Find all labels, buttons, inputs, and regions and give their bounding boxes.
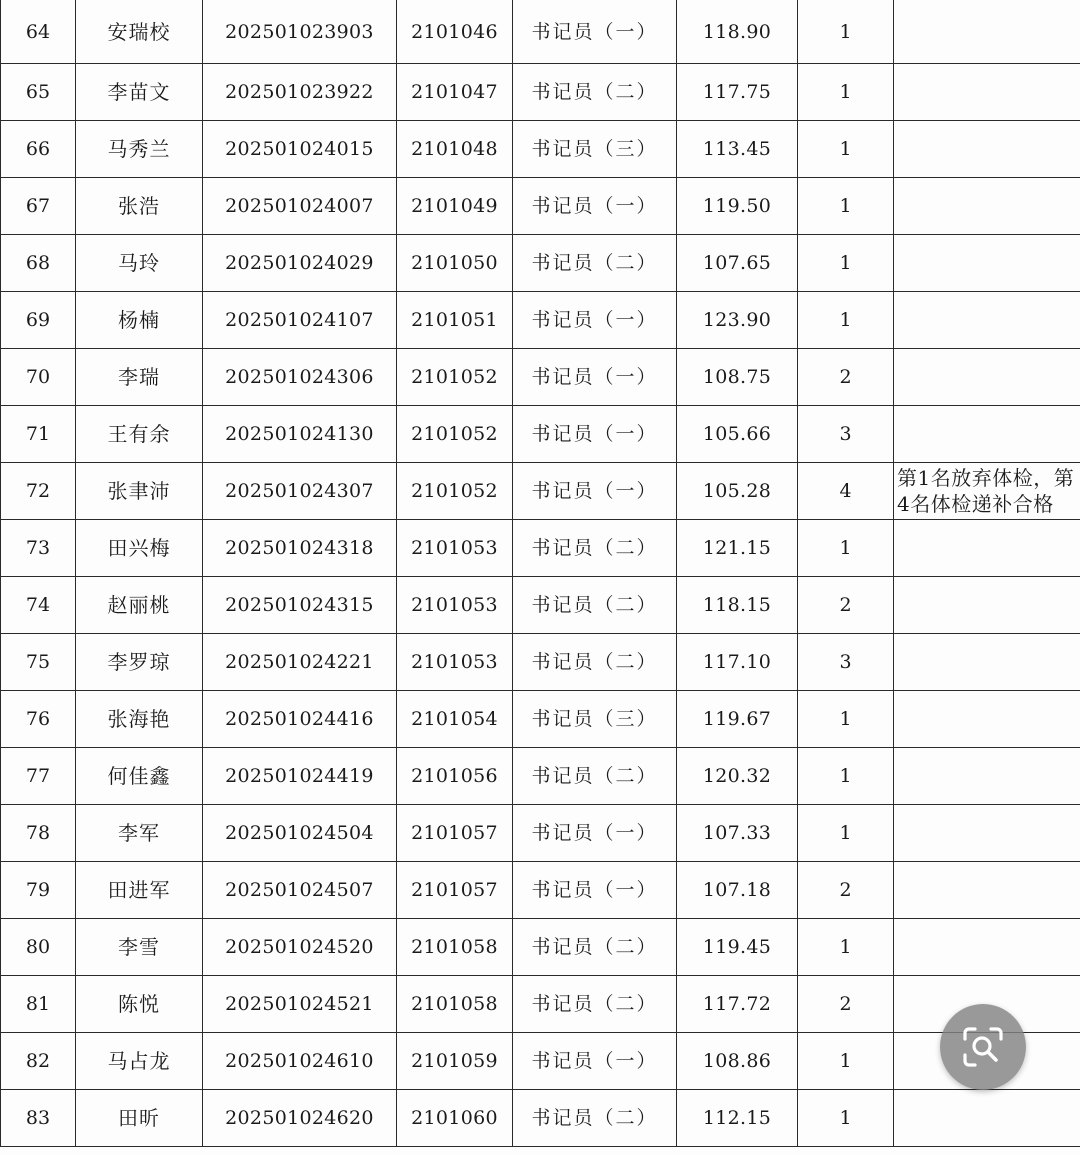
cell-seq: 76 <box>1 691 76 748</box>
table-row <box>1 292 1080 349</box>
cell-score: 112.15 <box>677 1090 798 1147</box>
cell-ticket-number: 202501024521 <box>203 976 397 1033</box>
cell-note <box>894 577 1080 634</box>
cell-ticket-number: 202501024315 <box>203 577 397 634</box>
cell-seq: 74 <box>1 577 76 634</box>
table-row <box>1 235 1080 292</box>
cell-position: 书记员（三） <box>513 121 677 178</box>
cell-name: 马秀兰 <box>76 121 203 178</box>
cell-note <box>894 1090 1080 1147</box>
cell-position-code: 2101049 <box>397 178 513 235</box>
cell-name: 王有余 <box>76 406 203 463</box>
cell-note <box>894 1 1080 64</box>
cell-rank: 1 <box>798 1033 894 1090</box>
cell-name: 马占龙 <box>76 1033 203 1090</box>
cell-seq: 73 <box>1 520 76 577</box>
cell-note: 第1名放弃体检，第4名体检递补合格 <box>894 463 1080 520</box>
cell-position: 书记员（一） <box>513 862 677 919</box>
cell-rank: 1 <box>798 805 894 862</box>
cell-name: 李雪 <box>76 919 203 976</box>
cell-name: 杨楠 <box>76 292 203 349</box>
table-row <box>1 520 1080 577</box>
table-row <box>1 1090 1080 1147</box>
cell-position-code: 2101052 <box>397 463 513 520</box>
cell-rank: 2 <box>798 577 894 634</box>
cell-ticket-number: 202501024520 <box>203 919 397 976</box>
cell-rank: 1 <box>798 691 894 748</box>
table-row <box>1 691 1080 748</box>
cell-position: 书记员（二） <box>513 235 677 292</box>
table-row <box>1 1 1080 64</box>
cell-note <box>894 634 1080 691</box>
cell-rank: 2 <box>798 862 894 919</box>
cell-name: 安瑞校 <box>76 1 203 64</box>
cell-position-code: 2101056 <box>397 748 513 805</box>
cell-name: 赵丽桃 <box>76 577 203 634</box>
table-row <box>1 919 1080 976</box>
cell-note <box>894 520 1080 577</box>
cell-position-code: 2101050 <box>397 235 513 292</box>
cell-rank: 1 <box>798 292 894 349</box>
cell-ticket-number: 202501024610 <box>203 1033 397 1090</box>
image-search-icon <box>959 1023 1007 1071</box>
cell-note <box>894 349 1080 406</box>
cell-position: 书记员（三） <box>513 691 677 748</box>
cell-position-code: 2101046 <box>397 1 513 64</box>
table-row <box>1 463 1080 520</box>
cell-position-code: 2101058 <box>397 976 513 1033</box>
cell-position-code: 2101057 <box>397 805 513 862</box>
cell-note <box>894 406 1080 463</box>
cell-position: 书记员（二） <box>513 634 677 691</box>
cell-rank: 1 <box>798 748 894 805</box>
cell-score: 107.33 <box>677 805 798 862</box>
cell-ticket-number: 202501024007 <box>203 178 397 235</box>
cell-seq: 81 <box>1 976 76 1033</box>
cell-position-code: 2101053 <box>397 520 513 577</box>
cell-seq: 75 <box>1 634 76 691</box>
cell-position: 书记员（二） <box>513 520 677 577</box>
table-row <box>1 748 1080 805</box>
cell-note <box>894 919 1080 976</box>
cell-position: 书记员（一） <box>513 1033 677 1090</box>
table-row <box>1 1033 1080 1090</box>
cell-seq: 69 <box>1 292 76 349</box>
cell-rank: 3 <box>798 406 894 463</box>
cell-position: 书记员（一） <box>513 463 677 520</box>
table-row <box>1 577 1080 634</box>
cell-position-code: 2101047 <box>397 64 513 121</box>
cell-position-code: 2101052 <box>397 406 513 463</box>
cell-seq: 78 <box>1 805 76 862</box>
table-row <box>1 64 1080 121</box>
cell-score: 118.15 <box>677 577 798 634</box>
cell-ticket-number: 202501024416 <box>203 691 397 748</box>
cell-position: 书记员（一） <box>513 292 677 349</box>
cell-score: 119.50 <box>677 178 798 235</box>
cell-ticket-number: 202501024015 <box>203 121 397 178</box>
table-row <box>1 805 1080 862</box>
cell-ticket-number: 202501024620 <box>203 1090 397 1147</box>
cell-score: 108.75 <box>677 349 798 406</box>
cell-position-code: 2101053 <box>397 634 513 691</box>
cell-position-code: 2101060 <box>397 1090 513 1147</box>
table-row <box>1 178 1080 235</box>
cell-seq: 82 <box>1 1033 76 1090</box>
cell-ticket-number: 202501024307 <box>203 463 397 520</box>
cell-rank: 1 <box>798 919 894 976</box>
cell-rank: 2 <box>798 976 894 1033</box>
cell-position-code: 2101054 <box>397 691 513 748</box>
cell-rank: 1 <box>798 121 894 178</box>
cell-note <box>894 178 1080 235</box>
cell-position: 书记员（二） <box>513 1090 677 1147</box>
cell-position: 书记员（二） <box>513 64 677 121</box>
cell-note <box>894 691 1080 748</box>
cell-score: 107.65 <box>677 235 798 292</box>
cell-rank: 1 <box>798 178 894 235</box>
table-row <box>1 862 1080 919</box>
cell-position-code: 2101048 <box>397 121 513 178</box>
cell-position-code: 2101059 <box>397 1033 513 1090</box>
cell-ticket-number: 202501024419 <box>203 748 397 805</box>
cell-rank: 3 <box>798 634 894 691</box>
cell-position-code: 2101052 <box>397 349 513 406</box>
cell-seq: 66 <box>1 121 76 178</box>
table-row <box>1 121 1080 178</box>
table-row <box>1 406 1080 463</box>
cell-position: 书记员（一） <box>513 178 677 235</box>
cell-name: 李罗琼 <box>76 634 203 691</box>
cell-score: 117.72 <box>677 976 798 1033</box>
cell-seq: 67 <box>1 178 76 235</box>
cell-name: 张浩 <box>76 178 203 235</box>
cell-seq: 80 <box>1 919 76 976</box>
cell-note <box>894 748 1080 805</box>
cell-name: 李苗文 <box>76 64 203 121</box>
cell-ticket-number: 202501024107 <box>203 292 397 349</box>
cell-note <box>894 64 1080 121</box>
cell-seq: 72 <box>1 463 76 520</box>
cell-seq: 70 <box>1 349 76 406</box>
cell-note <box>894 121 1080 178</box>
table-body <box>1 1 1080 1147</box>
cell-seq: 79 <box>1 862 76 919</box>
image-search-button[interactable] <box>940 1004 1026 1090</box>
cell-name: 李瑞 <box>76 349 203 406</box>
cell-position-code: 2101058 <box>397 919 513 976</box>
table-row <box>1 976 1080 1033</box>
cell-name: 马玲 <box>76 235 203 292</box>
cell-position: 书记员（二） <box>513 577 677 634</box>
cell-position: 书记员（二） <box>513 919 677 976</box>
table-row <box>1 349 1080 406</box>
cell-note <box>894 292 1080 349</box>
cell-name: 何佳鑫 <box>76 748 203 805</box>
cell-ticket-number: 202501024130 <box>203 406 397 463</box>
cell-score: 107.18 <box>677 862 798 919</box>
cell-score: 118.90 <box>677 1 798 64</box>
cell-name: 张海艳 <box>76 691 203 748</box>
cell-seq: 71 <box>1 406 76 463</box>
cell-score: 105.28 <box>677 463 798 520</box>
cell-position: 书记员（二） <box>513 748 677 805</box>
cell-name: 田昕 <box>76 1090 203 1147</box>
cell-seq: 64 <box>1 1 76 64</box>
cell-name: 田进军 <box>76 862 203 919</box>
cell-name: 李军 <box>76 805 203 862</box>
cell-score: 121.15 <box>677 520 798 577</box>
cell-rank: 1 <box>798 1090 894 1147</box>
table-row <box>1 634 1080 691</box>
cell-position-code: 2101051 <box>397 292 513 349</box>
cell-seq: 65 <box>1 64 76 121</box>
cell-rank: 1 <box>798 520 894 577</box>
cell-position: 书记员（一） <box>513 349 677 406</box>
cell-rank: 1 <box>798 1 894 64</box>
cell-position: 书记员（二） <box>513 976 677 1033</box>
cell-seq: 68 <box>1 235 76 292</box>
cell-score: 120.32 <box>677 748 798 805</box>
cell-position: 书记员（一） <box>513 406 677 463</box>
cell-score: 119.67 <box>677 691 798 748</box>
cell-score: 117.75 <box>677 64 798 121</box>
cell-ticket-number: 202501023922 <box>203 64 397 121</box>
cell-seq: 77 <box>1 748 76 805</box>
cell-score: 113.45 <box>677 121 798 178</box>
cell-rank: 1 <box>798 64 894 121</box>
cell-ticket-number: 202501024507 <box>203 862 397 919</box>
cell-score: 108.86 <box>677 1033 798 1090</box>
cell-seq: 83 <box>1 1090 76 1147</box>
cell-rank: 1 <box>798 235 894 292</box>
cell-ticket-number: 202501024504 <box>203 805 397 862</box>
cell-position: 书记员（一） <box>513 1 677 64</box>
cell-ticket-number: 202501024221 <box>203 634 397 691</box>
cell-name: 田兴梅 <box>76 520 203 577</box>
cell-score: 117.10 <box>677 634 798 691</box>
cell-score: 123.90 <box>677 292 798 349</box>
cell-ticket-number: 202501023903 <box>203 1 397 64</box>
cell-rank: 2 <box>798 349 894 406</box>
cell-score: 105.66 <box>677 406 798 463</box>
cell-position-code: 2101057 <box>397 862 513 919</box>
cell-note <box>894 862 1080 919</box>
cell-position-code: 2101053 <box>397 577 513 634</box>
cell-rank: 4 <box>798 463 894 520</box>
cell-name: 陈悦 <box>76 976 203 1033</box>
cell-note <box>894 235 1080 292</box>
cell-ticket-number: 202501024318 <box>203 520 397 577</box>
cell-name: 张聿沛 <box>76 463 203 520</box>
cell-ticket-number: 202501024306 <box>203 349 397 406</box>
cell-note <box>894 805 1080 862</box>
cell-score: 119.45 <box>677 919 798 976</box>
cell-ticket-number: 202501024029 <box>203 235 397 292</box>
cell-position: 书记员（一） <box>513 805 677 862</box>
